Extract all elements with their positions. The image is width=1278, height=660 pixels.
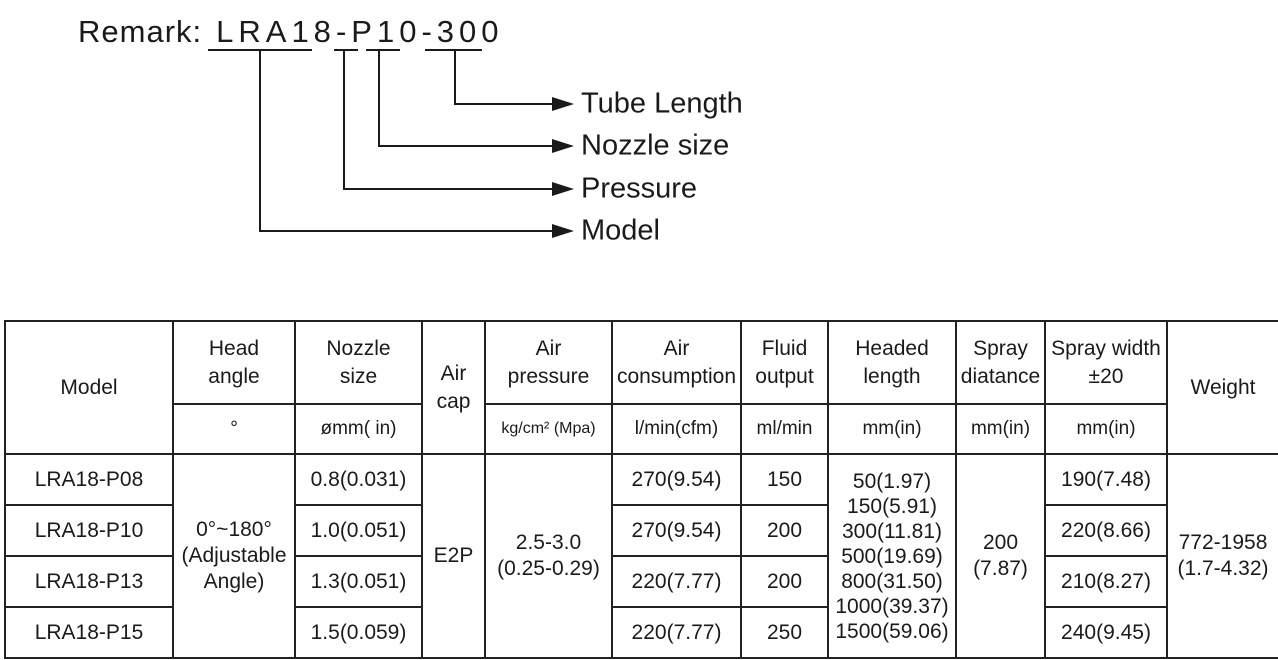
cell-air-consumption: 220(7.77) bbox=[612, 607, 741, 658]
header-nozzle-size: Nozzle size bbox=[295, 321, 422, 404]
code-nozzle: 10 bbox=[376, 14, 422, 49]
connector-nozzle-size bbox=[379, 50, 555, 146]
cell-fluid-output: 200 bbox=[741, 556, 828, 607]
cell-nozzle-size: 1.0(0.051) bbox=[295, 505, 422, 556]
cell-fluid-output: 200 bbox=[741, 505, 828, 556]
unit-spray-width: mm(in) bbox=[1045, 404, 1167, 454]
cell-weight: 772-1958 (1.7-4.32) bbox=[1167, 454, 1278, 658]
cell-air-cap: E2P bbox=[422, 454, 485, 658]
header-fluid-output: Fluid output bbox=[741, 321, 828, 404]
cell-spray-width: 190(7.48) bbox=[1045, 454, 1167, 505]
unit-nozzle-size: ømm( in) bbox=[295, 404, 422, 454]
cell-headed-length: 50(1.97) 150(5.91) 300(11.81) 500(19.69) 800(31.50) 1000(39.37) 1500(59.06) bbox=[828, 454, 956, 658]
legend-model: Model bbox=[581, 214, 660, 247]
header-air-consumption: Air consumption bbox=[612, 321, 741, 404]
header-weight: Weight bbox=[1167, 321, 1278, 454]
cell-spray-distance: 200 (7.87) bbox=[956, 454, 1045, 658]
cell-nozzle-size: 1.3(0.051) bbox=[295, 556, 422, 607]
arrowhead bbox=[552, 97, 574, 111]
header-head-angle: Head angle bbox=[173, 321, 295, 404]
unit-head-angle: ° bbox=[173, 404, 295, 454]
cell-nozzle-size: 0.8(0.031) bbox=[295, 454, 422, 505]
arrowhead bbox=[552, 182, 574, 196]
unit-air-pressure: kg/cm² (Mpa) bbox=[485, 404, 612, 454]
code-pressure: P bbox=[351, 14, 377, 49]
header-air-cap: Air cap bbox=[422, 321, 485, 454]
connector-model bbox=[260, 50, 555, 231]
cell-model: LRA18-P13 bbox=[5, 556, 173, 607]
unit-fluid-output: ml/min bbox=[741, 404, 828, 454]
cell-head-angle: 0°~180° (Adjustable Angle) bbox=[173, 454, 295, 658]
unit-row bbox=[5, 404, 1278, 454]
header-model: Model bbox=[5, 321, 173, 454]
cell-model: LRA18-P08 bbox=[5, 454, 173, 505]
arrowhead bbox=[552, 139, 574, 153]
header-spray-distance: Spray diatance bbox=[956, 321, 1045, 404]
code-model: LRA18 bbox=[216, 14, 336, 49]
cell-air-consumption: 220(7.77) bbox=[612, 556, 741, 607]
cell-fluid-output: 150 bbox=[741, 454, 828, 505]
arrowhead bbox=[552, 224, 574, 238]
cell-spray-width: 240(9.45) bbox=[1045, 607, 1167, 658]
cell-air-consumption: 270(9.54) bbox=[612, 505, 741, 556]
legend-pressure: Pressure bbox=[581, 172, 698, 205]
legend-tube-length: Tube Length bbox=[581, 87, 743, 120]
unit-spray-distance: mm(in) bbox=[956, 404, 1045, 454]
cell-nozzle-size: 1.5(0.059) bbox=[295, 607, 422, 658]
cell-spray-width: 210(8.27) bbox=[1045, 556, 1167, 607]
cell-air-pressure: 2.5-3.0 (0.25-0.29) bbox=[485, 454, 612, 658]
remark-label: Remark: bbox=[78, 14, 203, 49]
spec-table bbox=[4, 320, 1278, 659]
header-spray-width: Spray width ±20 bbox=[1045, 321, 1167, 404]
connector-tube-length bbox=[455, 50, 555, 104]
header-air-pressure: Air pressure bbox=[485, 321, 612, 404]
header-row bbox=[5, 321, 1278, 404]
cell-air-consumption: 270(9.54) bbox=[612, 454, 741, 505]
unit-air-consumption: l/min(cfm) bbox=[612, 404, 741, 454]
cell-fluid-output: 250 bbox=[741, 607, 828, 658]
code-separator: - bbox=[421, 14, 437, 49]
connector-pressure bbox=[344, 50, 555, 189]
legend-nozzle-size: Nozzle size bbox=[581, 129, 730, 162]
code-length: 300 bbox=[436, 14, 504, 49]
header-headed-length: Headed length bbox=[828, 321, 956, 404]
cell-spray-width: 220(8.66) bbox=[1045, 505, 1167, 556]
table-row bbox=[5, 454, 1278, 505]
code-separator: - bbox=[335, 14, 352, 49]
cell-model: LRA18-P10 bbox=[5, 505, 173, 556]
cell-model: LRA18-P15 bbox=[5, 607, 173, 658]
unit-headed-length: mm(in) bbox=[828, 404, 956, 454]
